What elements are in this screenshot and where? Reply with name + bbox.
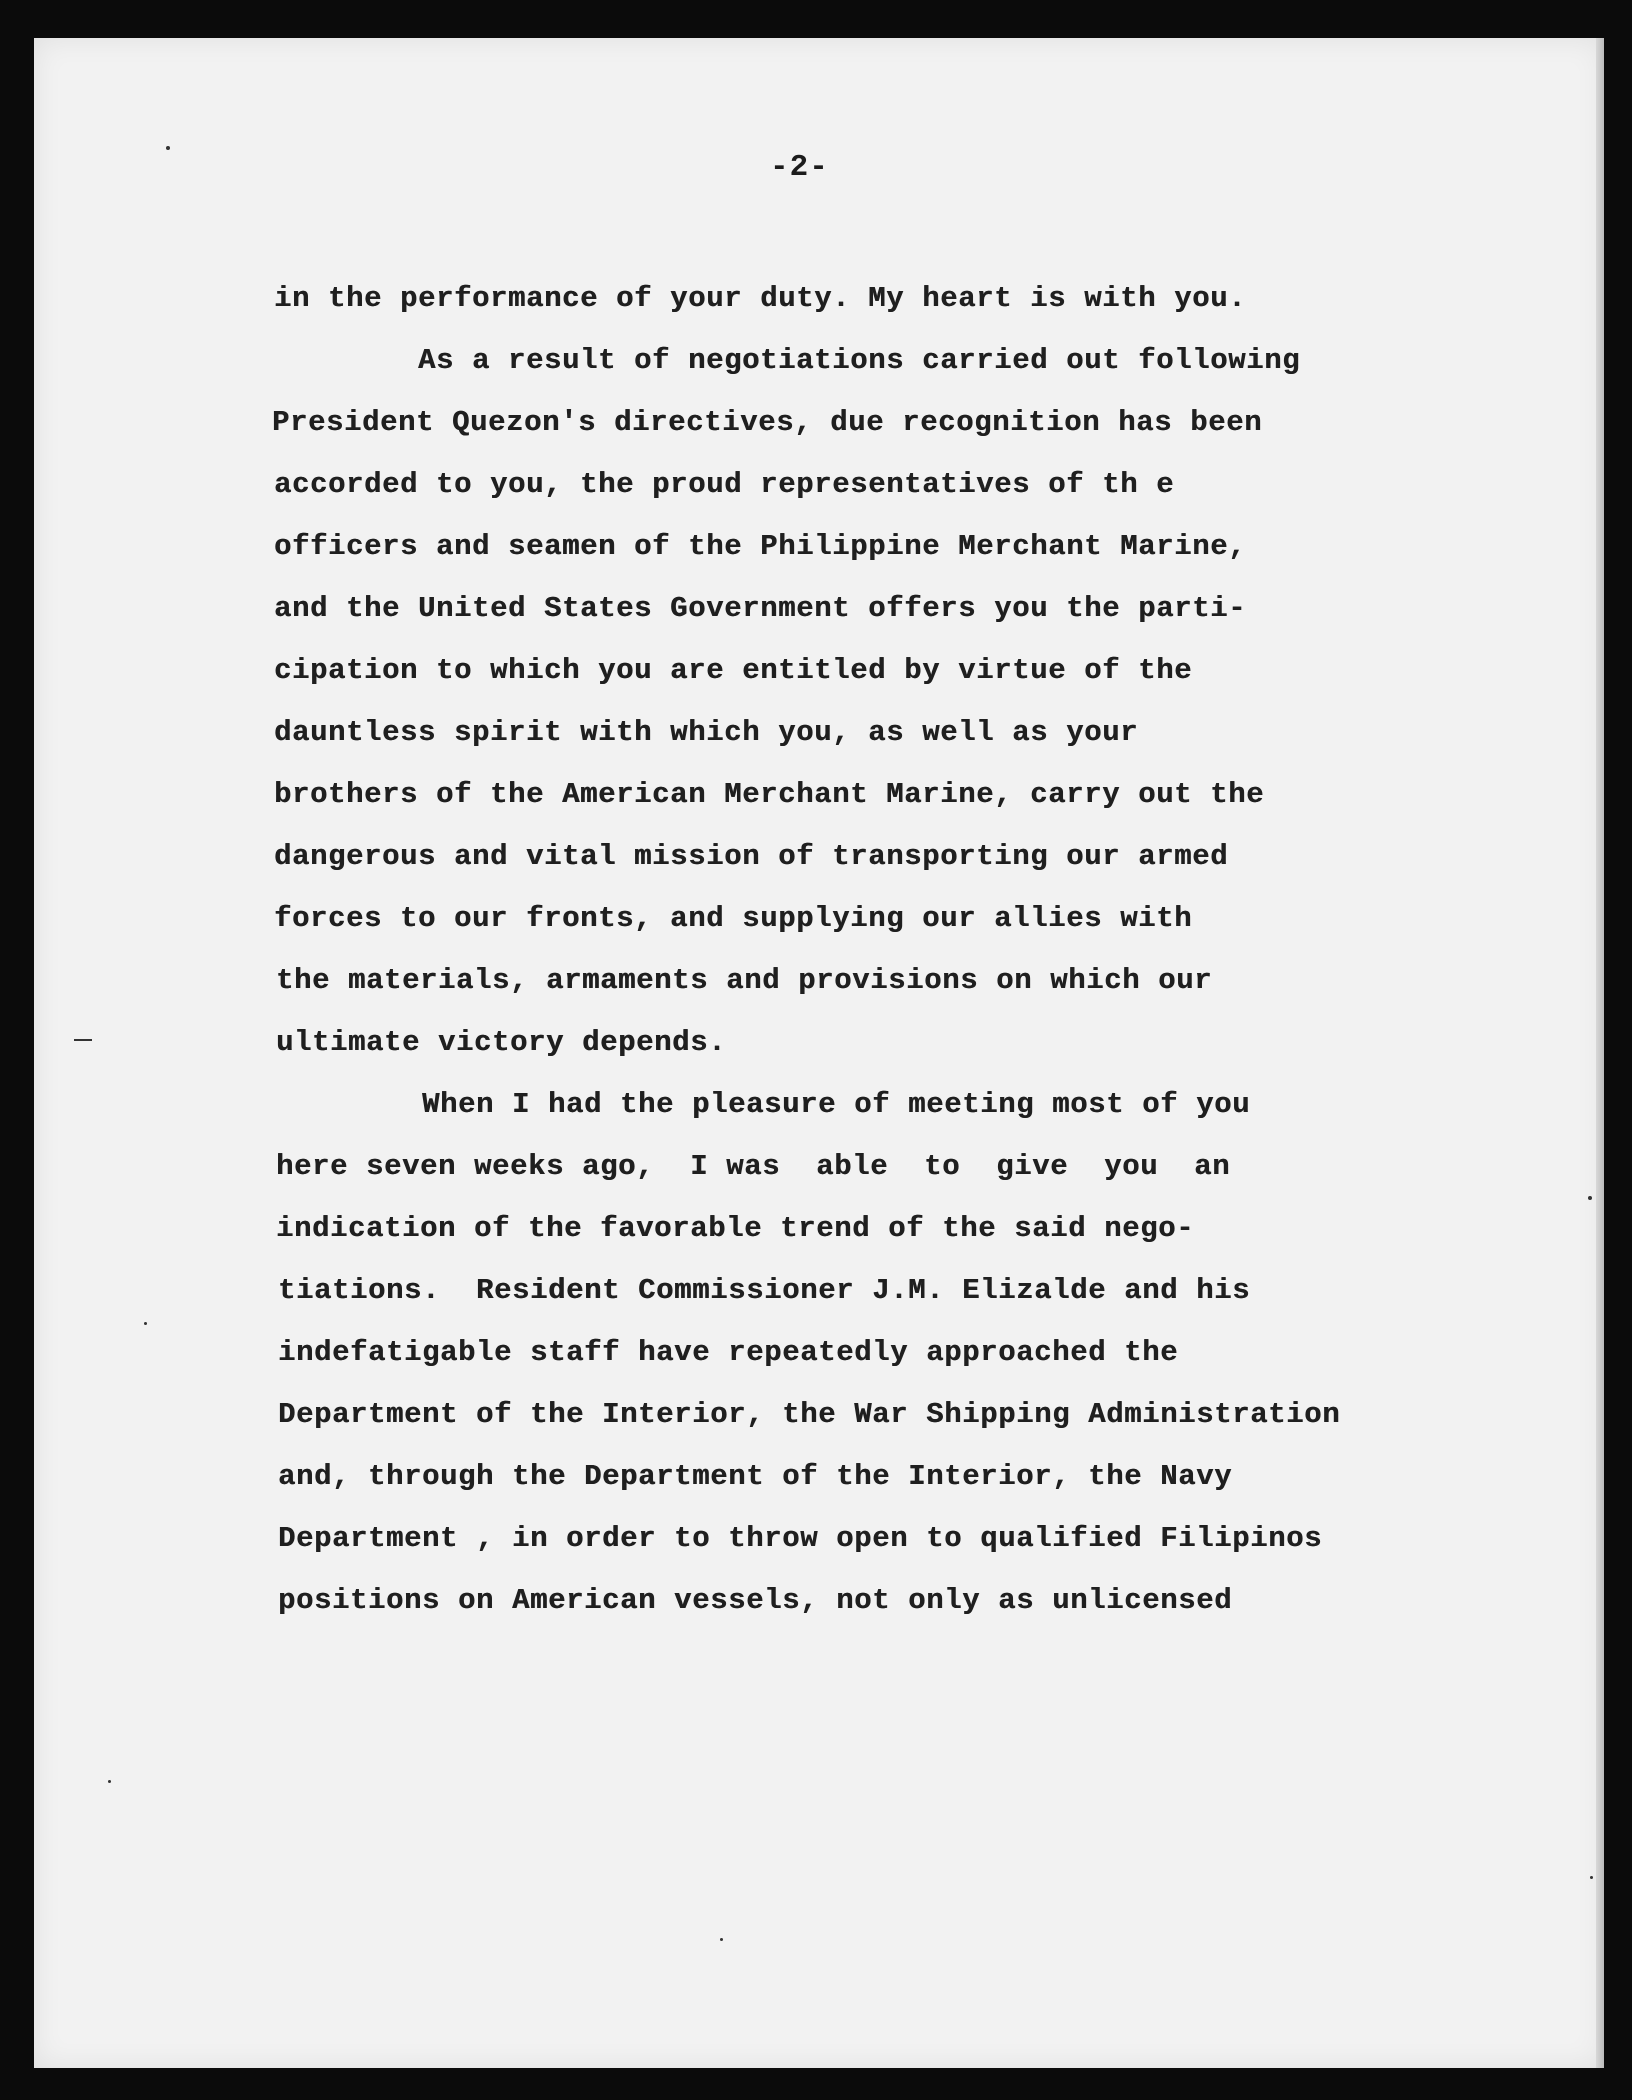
- text-line-5: officers and seamen of the Philippine Merchant Marine,: [274, 530, 1247, 563]
- page-number: -2-: [770, 150, 829, 185]
- scan-speck: [166, 146, 170, 150]
- text-line-2: As a result of negotiations carried out following: [418, 344, 1301, 377]
- text-line-15: here seven weeks ago, I was able to give you an: [276, 1150, 1231, 1183]
- text-line-20: and, through the Department of the Interior, the Navy: [278, 1460, 1233, 1493]
- text-line-4: accorded to you, the proud representatives of th e: [274, 468, 1175, 501]
- page-edge: [1596, 38, 1604, 2068]
- text-line-13: ultimate victory depends.: [276, 1026, 727, 1059]
- margin-mark: [74, 1039, 92, 1041]
- text-line-22: positions on American vessels, not only as unlicensed: [278, 1584, 1233, 1617]
- text-line-16: indication of the favorable trend of the said nego-: [276, 1212, 1195, 1245]
- text-line-7: cipation to which you are entitled by virtue of the: [274, 654, 1193, 687]
- text-line-10: dangerous and vital mission of transporting our armed: [274, 840, 1229, 873]
- text-line-8: dauntless spirit with which you, as well as your: [274, 716, 1139, 749]
- scan-speck: [108, 1780, 111, 1783]
- scan-speck: [1588, 1196, 1592, 1200]
- text-line-3: President Quezon's directives, due recognition has been: [272, 406, 1263, 439]
- text-line-9: brothers of the American Merchant Marine, carry out the: [274, 778, 1265, 811]
- text-line-12: the materials, armaments and provisions on which our: [276, 964, 1213, 997]
- scan-speck: [720, 1938, 723, 1941]
- text-line-6: and the United States Government offers you the parti-: [274, 592, 1247, 625]
- document-page: [34, 38, 1604, 2068]
- text-line-19: Department of the Interior, the War Shipping Administration: [278, 1398, 1341, 1431]
- text-line-21: Department , in order to throw open to qualified Filipinos: [278, 1522, 1323, 1555]
- scan-speck: [144, 1322, 147, 1325]
- text-line-11: forces to our fronts, and supplying our allies with: [274, 902, 1193, 935]
- bleed-through: [274, 1666, 1282, 1699]
- text-line-1: in the performance of your duty. My heart is with you.: [274, 282, 1247, 315]
- text-line-18: indefatigable staff have repeatedly approached the: [278, 1336, 1179, 1369]
- text-line-14: When I had the pleasure of meeting most of you: [422, 1088, 1251, 1121]
- scan-speck: [1590, 1876, 1593, 1879]
- text-line-17: tiations. Resident Commissioner J.M. Elizalde and his: [278, 1274, 1251, 1307]
